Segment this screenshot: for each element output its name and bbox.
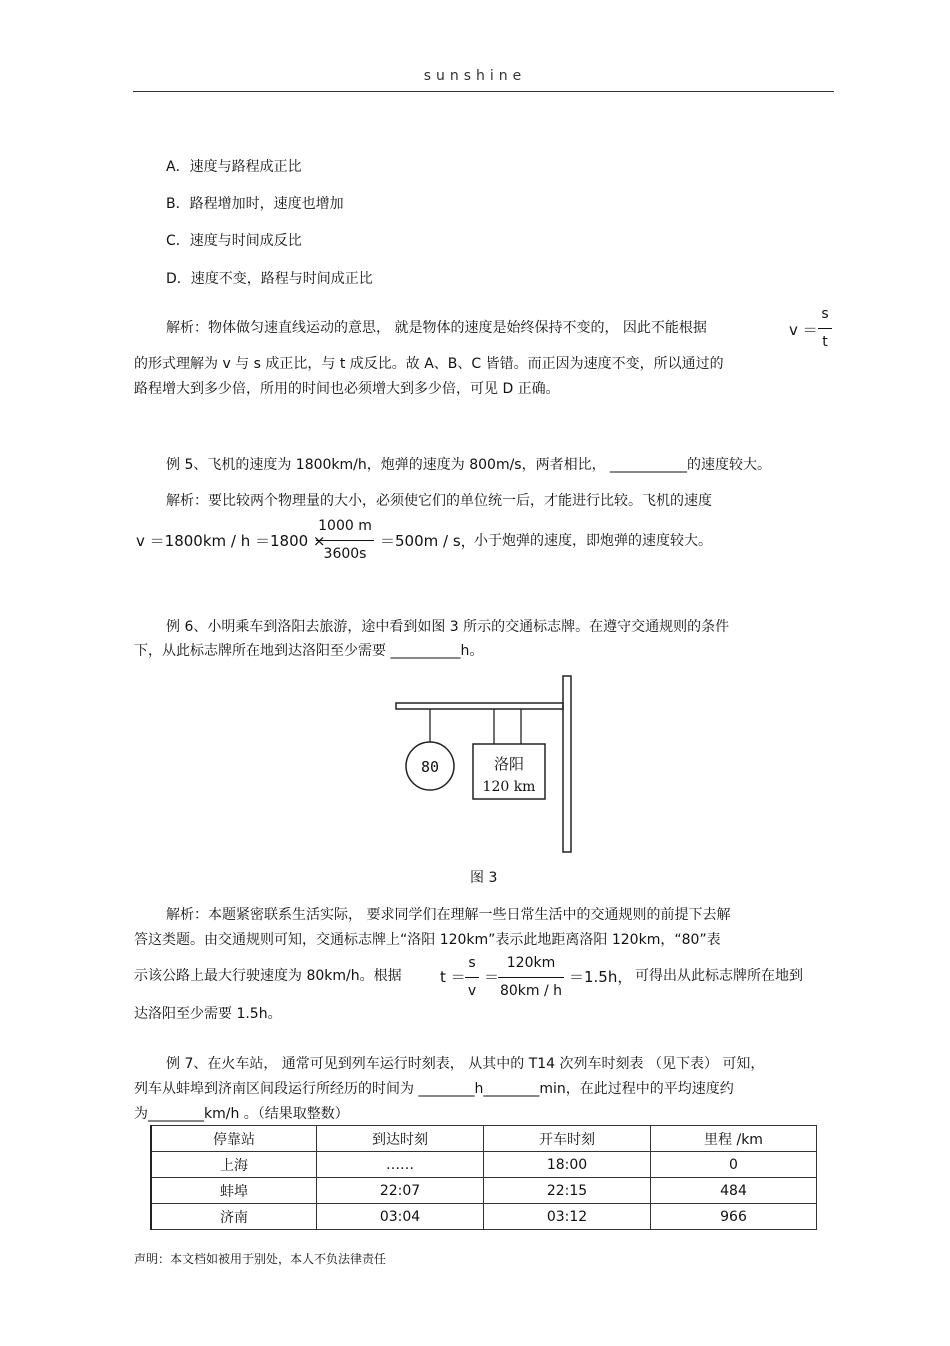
example6-line1: 例 6、小明乘车到洛阳去旅游，途中看到如图 3 所示的交通标志牌。在遵守交通规则的条件 — [166, 619, 730, 635]
example5-question: 例 5、飞机的速度为 1800km/h，炮弹的速度为 800m/s，两者相比， ___________的速度较大。 — [166, 457, 772, 473]
analysis1-formula-lhs: v ＝ — [789, 321, 818, 339]
table-row — [151, 1178, 817, 1204]
table-cell: 蚌埠 — [151, 1178, 317, 1204]
example6-formula-eq: ＝ — [484, 968, 500, 986]
analysis1-line3: 路程增大到多少倍，所用的时间也必须增大到多少倍，可见 D 正确。 — [134, 381, 560, 397]
example6-formula-num1: s — [468, 955, 476, 971]
example6-analysis-line2: 答这类题。由交通规则可知，交通标志牌上“洛阳 120km”表示此地距离洛阳 120km，“80”表 — [134, 932, 721, 948]
analysis1-line1: 解析：物体做匀速直线运动的意思， 就是物体的速度是始终保持不变的， 因此不能根据 — [166, 320, 707, 336]
example6-formula-den1: v — [467, 983, 477, 999]
analysis1-formula-denominator: t — [822, 334, 828, 350]
option-a: A．速度与路程成正比 — [166, 159, 302, 175]
table-header-cell: 到达时刻 — [317, 1126, 484, 1152]
example6-analysis-line1: 解析：本题紧密联系生活实际， 要求同学们在理解一些日常生活中的交通规则的前提下去解 — [166, 907, 731, 923]
table-cell: 22:15 — [484, 1178, 651, 1204]
example6-formula-den2: 80km / h — [499, 983, 563, 999]
table-cell: 03:12 — [484, 1204, 651, 1230]
fraction-bar — [498, 977, 564, 978]
option-b: B．路程增加时，速度也增加 — [166, 196, 344, 212]
table-cell: 济南 — [151, 1204, 317, 1230]
destination-distance: 120 km — [482, 779, 536, 795]
fraction-bar — [465, 977, 479, 978]
option-c: C．速度与时间成反比 — [166, 233, 302, 249]
example5-formula-numerator: 1000 m — [318, 518, 372, 534]
example5-formula-denominator: 3600s — [323, 546, 367, 562]
table-cell: 22:07 — [317, 1178, 484, 1204]
fraction-bar — [316, 540, 374, 541]
table-header-row — [151, 1126, 817, 1152]
example6-formula-num2: 120km — [506, 955, 556, 971]
table-header-cell: 开车时刻 — [484, 1126, 651, 1152]
sign-crossbar — [396, 703, 563, 709]
example5-analysis: 解析：要比较两个物理量的大小，必须使它们的单位统一后，才能进行比较。飞机的速度 — [166, 493, 712, 509]
table-row — [151, 1152, 817, 1178]
sign-pole — [563, 676, 571, 852]
example7-line1: 例 7、在火车站， 通常可见到列车运行时刻表， 从其中的 T14 次列车时刻表 （见下表） 可知， — [166, 1056, 765, 1072]
option-d: D．速度不变，路程与时间成正比 — [166, 271, 373, 287]
example6-line2: 下，从此标志牌所在地到达洛阳至少需要 __________h。 — [134, 643, 484, 659]
analysis1-formula-numerator: s — [821, 306, 829, 322]
table-row — [151, 1204, 817, 1230]
destination-city: 洛阳 — [493, 755, 525, 773]
table-header-cell: 停靠站 — [151, 1126, 317, 1152]
table-cell: 966 — [651, 1204, 817, 1230]
page-header-title: sunshine — [423, 68, 527, 84]
figure-caption: 图 3 — [470, 870, 498, 886]
table-cell: 上海 — [151, 1152, 317, 1178]
header-divider — [133, 91, 834, 92]
analysis1-line2: 的形式理解为 v 与 s 成正比，与 t 成反比。故 A、B、C 皆错。而正因为速度不变，所以通过的 — [134, 356, 724, 372]
table-header-cell: 里程 /km — [651, 1126, 817, 1152]
example5-formula-lhs: v ＝1800km / h ＝1800 × — [136, 532, 326, 550]
example6-formula-lhs: t ＝ — [440, 968, 466, 986]
table-cell: 18:00 — [484, 1152, 651, 1178]
example6-analysis-line3-start: 示该公路上最大行驶速度为 80km/h。根据 — [134, 968, 402, 984]
example7-line2: 列车从蚌埠到济南区间段运行所经历的时间为 ________h________min，在此过程中的平均速度约 — [134, 1081, 734, 1097]
table-cell: 03:04 — [317, 1204, 484, 1230]
example6-analysis-line4: 达洛阳至少需要 1.5h。 — [134, 1006, 282, 1022]
table-cell: 0 — [651, 1152, 817, 1178]
example5-conclusion: 小于炮弹的速度，即炮弹的速度较大。 — [474, 533, 712, 549]
example6-formula-rhs: ＝1.5h， — [569, 968, 633, 986]
train-timetable — [150, 1125, 817, 1230]
fraction-bar — [818, 328, 832, 329]
traffic-sign-figure — [390, 672, 580, 857]
table-cell: 484 — [651, 1178, 817, 1204]
footer-disclaimer: 声明：本文档如被用于别处，本人不负法律责任 — [134, 1252, 387, 1266]
example7-line3: 为________km/h 。（结果取整数） — [134, 1106, 349, 1122]
example5-formula-rhs: ＝500m / s， — [380, 532, 476, 550]
table-cell: …… — [317, 1152, 484, 1178]
example6-analysis-line3-end: 可得出从此标志牌所在地到 — [635, 968, 803, 984]
speed-limit-value: 80 — [420, 758, 440, 776]
